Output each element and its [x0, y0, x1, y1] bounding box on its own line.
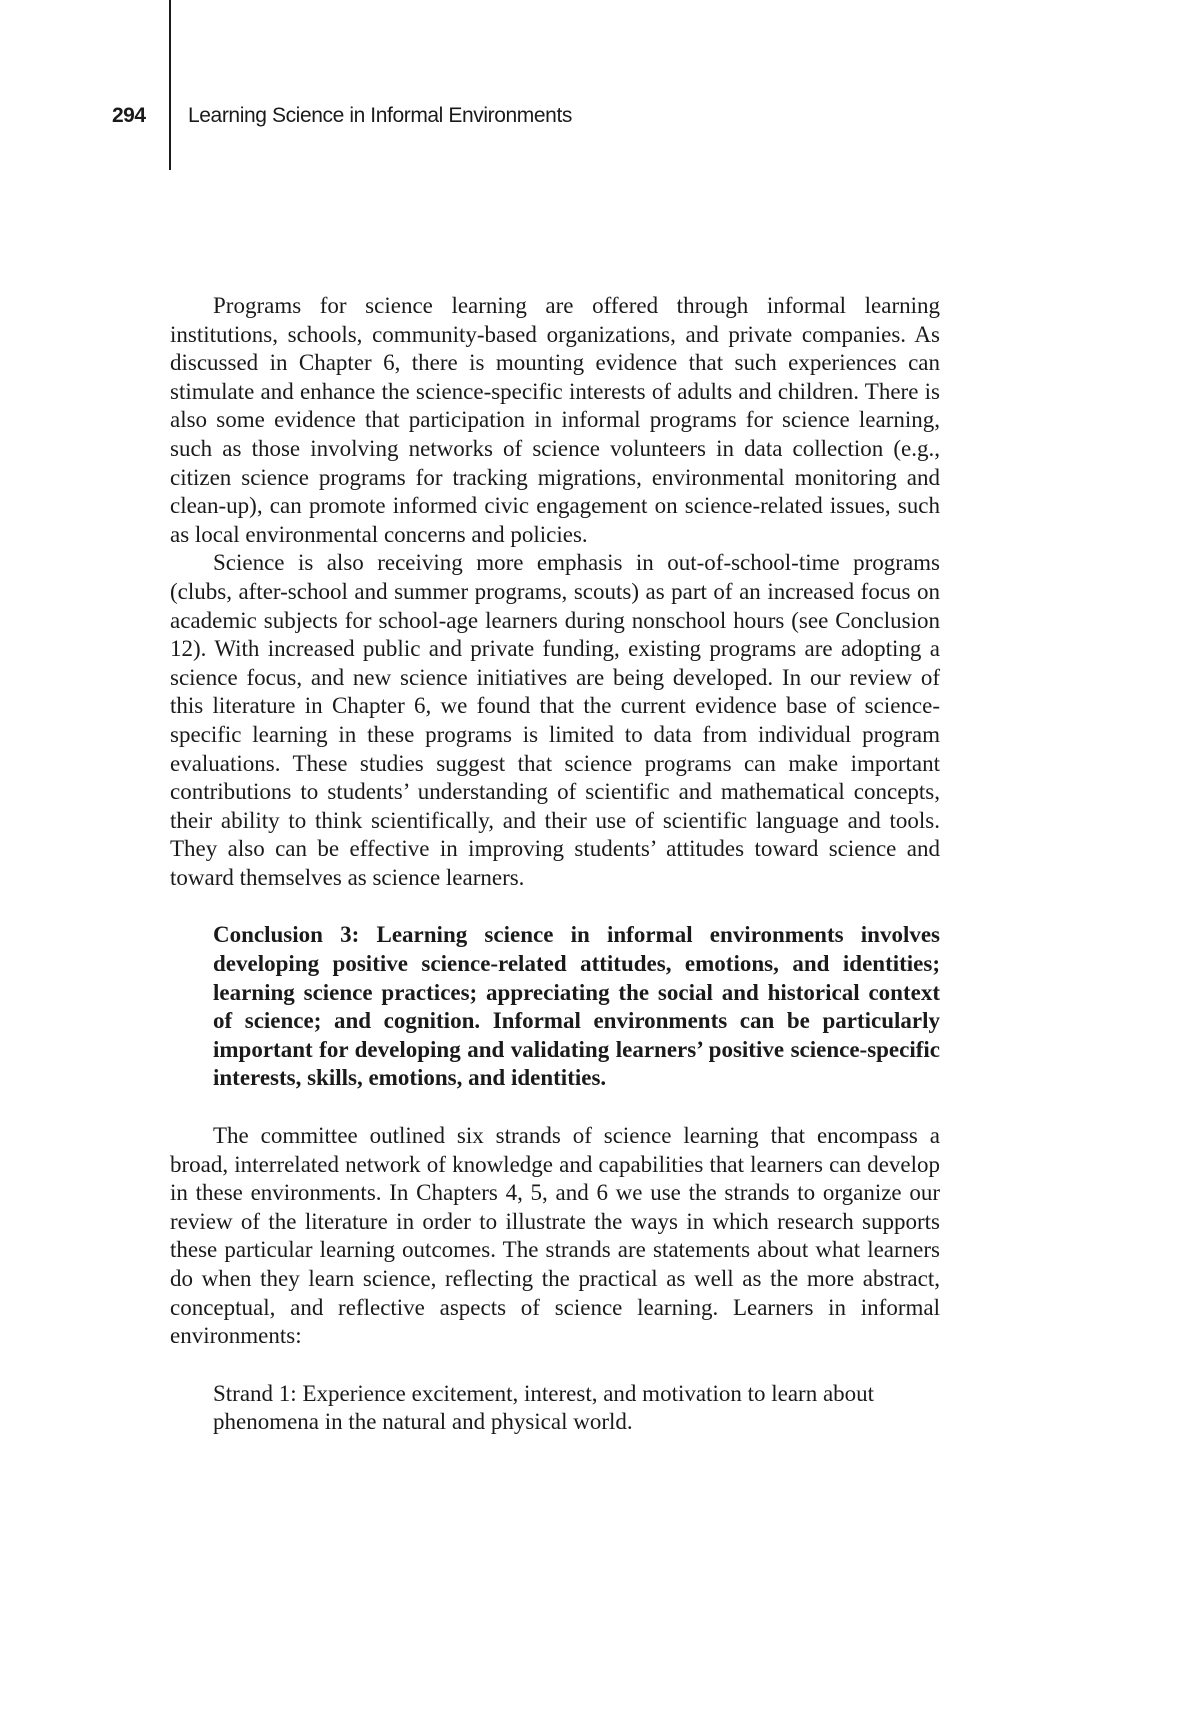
strand-1: Strand 1: Experience excitement, interest, and motivation to learn about phenomena in the natural and physical world. [213, 1380, 875, 1435]
page-number: 294 [112, 104, 146, 127]
paragraph-programs: Programs for science learning are offered through informal learning institutions, schools, community-based organizations, and private companies. As discussed in Chapter 6, there is mounting evidence that such experiences can stimulate and enhance the science-specific interests of adults and children. There is also some evidence that participation in informal programs for science learning, such as those involving networks of science volunteers in data collection (e.g., citizen science programs for tracking migrations, environmental monitoring and clean-up), can promote informed civic engagement on science-related issues, such as local environmental concerns and policies. [170, 293, 940, 547]
paragraph-strands: The committee outlined six strands of science learning that encompass a broad, interrelated network of knowledge and capabilities that learners can develop in these environments. In Chapters 4, 5, and 6 we use the strands to organize our review of the literature in order to illustrate the ways in which research supports these particular learning outcomes. The strands are statements about what learners do when they learn science, reflecting the practical as well as the more abstract, conceptual, and reflective aspects of science learning. Learners in informal environments: [170, 1123, 940, 1349]
paragraph-out-of-school: Science is also receiving more emphasis in out-of-school-time programs (clubs, after-school and summer programs, scouts) as part of an increased focus on academic subjects for school-age learners during nonschool hours (see Conclusion 12). With increased public and private funding, existing programs are adopting a science focus, and new science initiatives are being developed. In our review of this literature in Chapter 6, we found that the current evidence base of science-specific learning in these programs is limited to data from individual program evaluations. These studies suggest that science programs can make important contributions to students’ understanding of scientific and mathematical concepts, their ability to think scientifically, and their use of scientific language and tools. They also can be effective in improving students’ attitudes toward science and toward themselves as science learners. [170, 550, 940, 890]
page-body [170, 292, 940, 1437]
running-head-title: Learning Science in Informal Environments [188, 104, 572, 127]
conclusion-3: Conclusion 3: Learning science in informal environments involves developing positive science-related attitudes, emotions, and identities; learning science practices; appreciating the social and historical context of science; and cognition. Informal environments can be particularly important for developing and validating learners’ positive science-specific interests, skills, emotions, and identities. [213, 922, 940, 1091]
header-divider [169, 0, 171, 170]
